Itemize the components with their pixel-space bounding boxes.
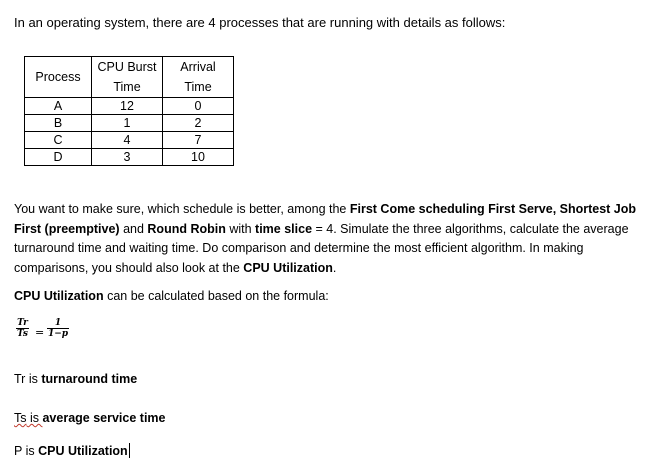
cpu-formula	[16, 318, 76, 352]
text-cursor	[129, 443, 130, 458]
cell-arrival: 0	[163, 98, 234, 115]
formula-right-denominator: 1−p	[48, 329, 69, 339]
cpu-utilization-desc: can be calculated based on the formula:	[103, 289, 329, 303]
def-ts-is: is	[26, 411, 43, 425]
header-arrival-top: Arrival	[163, 57, 234, 78]
def-ts-symbol: Ts	[14, 411, 27, 425]
def-tr-text: turnaround time	[41, 372, 138, 386]
def-tr-line	[14, 372, 137, 386]
cell-burst: 1	[92, 115, 163, 132]
process-table	[24, 56, 234, 166]
header-burst-bottom: Time	[92, 77, 163, 98]
cpu-utilization-line	[14, 289, 329, 303]
cpu-utilization-label: CPU Utilization	[14, 289, 104, 303]
def-p-line[interactable]	[14, 443, 130, 458]
cell-arrival: 7	[163, 132, 234, 149]
def-p-symbol: P	[14, 444, 23, 458]
def-ts-line	[14, 411, 166, 425]
header-burst-top: CPU Burst	[92, 57, 163, 78]
cell-burst: 12	[92, 98, 163, 115]
paragraph-text: and	[119, 221, 148, 236]
def-ts-text: average service time	[42, 411, 166, 425]
paragraph-bold: CPU Utilization	[243, 260, 333, 275]
header-arrival-bottom: Time	[163, 77, 234, 98]
def-p-text: CPU Utilization	[38, 444, 128, 458]
cell-process: D	[25, 149, 92, 166]
cell-arrival: 2	[163, 115, 234, 132]
cell-burst: 4	[92, 132, 163, 149]
table-row	[25, 149, 234, 166]
cell-burst: 3	[92, 149, 163, 166]
def-p-is: is	[22, 444, 39, 458]
paragraph-bold: time slice	[255, 221, 313, 236]
cell-process: C	[25, 132, 92, 149]
formula-left-fraction	[16, 318, 29, 339]
cell-process: B	[25, 115, 92, 132]
table-header-row-1	[25, 57, 234, 78]
formula-left-denominator: Ts	[17, 329, 28, 339]
intro-text: In an operating system, there are 4 processes that are running with details as follows:	[14, 15, 506, 30]
formula-left-numerator: Tr	[17, 318, 28, 328]
paragraph-bold: First Come scheduling First Serve, Shortest Job First (preemptive)	[14, 202, 637, 236]
paragraph-text: .	[332, 260, 337, 275]
formula-right-fraction	[47, 318, 69, 339]
table-row	[25, 115, 234, 132]
header-process: Process	[25, 57, 92, 98]
formula-equals: =	[35, 326, 45, 339]
cell-arrival: 10	[163, 149, 234, 166]
def-tr-symbol: Tr	[14, 372, 26, 386]
table-row	[25, 98, 234, 115]
paragraph-bold: Round Robin	[147, 221, 226, 236]
question-paragraph	[14, 200, 639, 278]
table-row	[25, 132, 234, 149]
def-tr-is: is	[25, 372, 42, 386]
paragraph-text: with	[225, 221, 256, 236]
paragraph-text: = 4. Simulate the three algorithms, calculate the average turnaround time and waiting time. Do comparison and determine the most efficient algorithm. In making comparisons, you should also look at the	[14, 221, 629, 275]
cell-process: A	[25, 98, 92, 115]
paragraph-text: You want to make sure, which schedule is better, among the	[14, 202, 350, 216]
formula-right-numerator: 1	[47, 318, 69, 329]
